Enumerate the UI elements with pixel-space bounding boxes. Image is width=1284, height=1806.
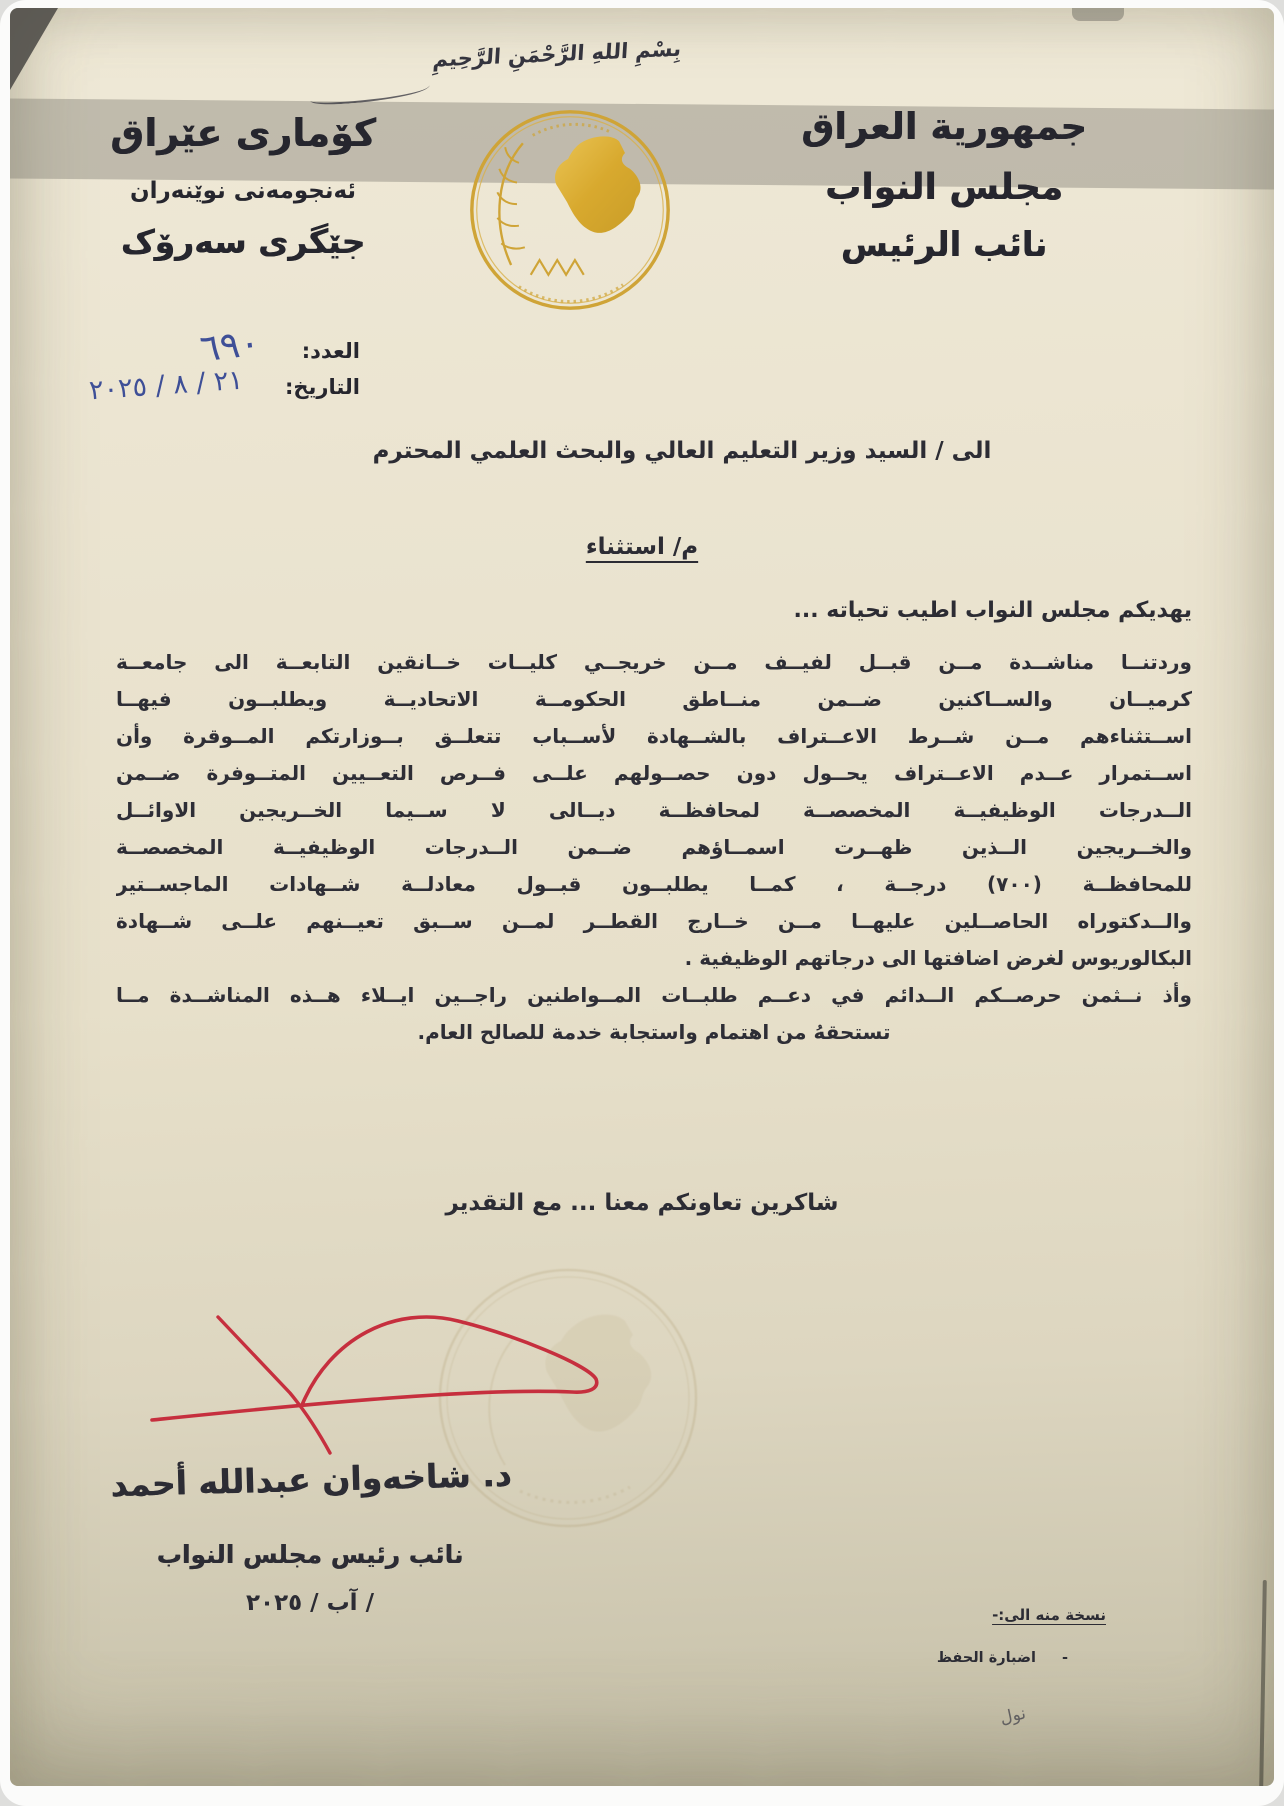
body-line: البكالوريوس لغرض اضافتها الى درجاتهم الوظيفية . xyxy=(684,946,1192,970)
body-line: وردتنــا مناشــدة مــن قبــل لفيــف مــن خريجــي كليــات خــانقين التابعــة الى جامعــة xyxy=(116,650,1192,674)
body-line: والخــريجين الــذين ظهــرت اسمــاؤهم ضــمن الــدرجات الوظيفيــة المخصصــة xyxy=(116,835,1192,859)
header-arabic xyxy=(772,100,1116,269)
scan-corner-shadow xyxy=(10,8,58,90)
handwritten-initial: نول xyxy=(998,1703,1028,1729)
deputy-speaker-kurdish: جێگری سەرۆک xyxy=(120,222,366,262)
greeting-line: يهديكم مجلس النواب اطيب تحياته ... xyxy=(793,598,1192,623)
date-label: التاريخ: xyxy=(284,375,360,399)
addressee-line: الى / السيد وزير التعليم العالي والبحث العلمي المحترم xyxy=(372,438,992,464)
republic-of-iraq-kurdish: كۆماری عێراق xyxy=(110,111,376,155)
body-line: للمحافظــة (٧٠٠) درجــة ، كمــا يطلبــون قبــول معادلــة شــهادات الماجســتير xyxy=(116,872,1192,896)
iraq-parliament-gold-emblem-icon xyxy=(462,102,678,318)
number-value-handwritten: ٦٩٠ xyxy=(197,320,263,371)
deputy-president-title: نائب الرئيس xyxy=(840,224,1048,265)
copy-to-label: نسخة منه الى:- xyxy=(992,1606,1106,1624)
number-label: العدد: xyxy=(301,339,360,363)
body-line: وأذ نــثمن حرصــكم الــدائم في دعــم طلبــات المــواطنين راجــين ايــلاء هــذه المناشــدة مــا xyxy=(116,983,1192,1007)
paper-edge-shadow xyxy=(1259,1580,1267,1786)
subject-text: م/ استثناء xyxy=(585,534,699,560)
basmala-calligraphy: بِسْمِ اللهِ الرَّحْمَنِ الرَّحِيمِ xyxy=(432,36,682,72)
letter-paper xyxy=(10,8,1274,1786)
red-ink-signature xyxy=(140,1313,610,1463)
body-line: اســتثناءهم مــن شــرط الاعــتراف بالشــهادة لأســباب تتعلــق بــوزارتكم المــوقرة وأن xyxy=(116,724,1192,748)
header-kurdish xyxy=(56,108,430,266)
reference-number-row xyxy=(28,320,360,371)
republic-of-iraq-title: جمهورية العراق xyxy=(801,105,1087,148)
signature-date: / آب / ٢٠٢٥ xyxy=(246,1590,374,1616)
copy-to-item xyxy=(937,1650,1068,1666)
body-line: والــدكتوراه الحاصــلين عليهــا مــن خــارج القطــر لمــن ســبق تعيــنهم علــى شــهادة xyxy=(116,909,1192,933)
reference-date-row xyxy=(28,364,360,407)
copy-to-text: اضبارة الحفظ xyxy=(936,1650,1036,1666)
signatory-name-calligraphy: د. شاخەوان عبدالله أحمد xyxy=(109,1454,512,1505)
date-value-handwritten: ٢١ / ٨ / ٢٠٢٥ xyxy=(87,364,244,407)
council-of-representatives-title: مجلس النواب xyxy=(825,166,1063,208)
body-line: الــدرجات الوظيفيــة المخصصــة لمحافظــة ديــالى لا ســيما الخــريجين الاوائــل xyxy=(116,798,1192,822)
letter-body xyxy=(116,644,1192,1051)
body-line: تستحقهُ من اهتمام واستجابة خدمة للصالح العام. xyxy=(417,1020,891,1044)
scan-edge-smudge xyxy=(1072,8,1124,21)
signatory-title: نائب رئيس مجلس النواب xyxy=(156,1540,464,1569)
body-line: اســتمرار عــدم الاعــتراف يحــول دون حصــولهم علــى فــرص التعــيين المتــوفرة ضــمن xyxy=(116,761,1192,785)
subject-line xyxy=(10,534,1274,560)
copy-to-bullet: - xyxy=(1061,1650,1068,1666)
council-of-representatives-kurdish: ئەنجومەنی نوێنەران xyxy=(129,178,357,205)
body-line: كرميــان والســاكنين ضــمن منــاطق الحكومــة الاتحاديــة ويطلبــون فيهــا xyxy=(116,687,1192,711)
closing-line: شاكرين تعاونكم معنا ... مع التقدير xyxy=(445,1190,839,1216)
